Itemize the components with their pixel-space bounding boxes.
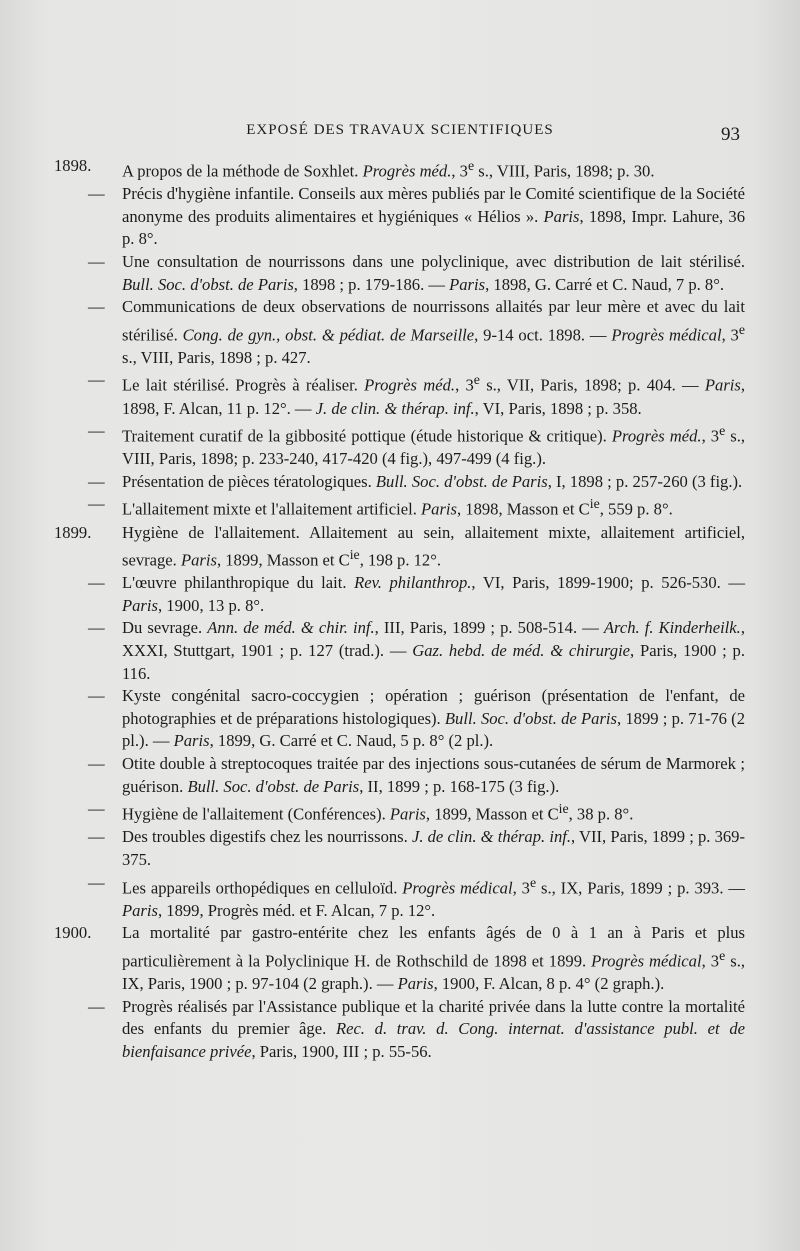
bibliography-entry (70, 798, 745, 826)
entry-text: L'œuvre philanthropique du lait. Rev. philanthrop., VI, Paris, 1899-1900; p. 526-530. — Paris, 1900, 13 p. 8°. (122, 573, 745, 615)
bibliography-entry (70, 753, 745, 798)
page-number: 93 (721, 124, 740, 145)
entry-dash: — (88, 996, 105, 1016)
bibliography-entry (70, 296, 745, 369)
entry-text: L'allaitement mixte et l'allaitement artificiel. Paris, 1898, Masson et $C^{ie}$, 559 p. 8°. (122, 496, 673, 519)
entry-text: Précis d'hygiène infantile. Conseils aux mères publiés par le Comité scientifique de la Société anonyme des produits alimentaires et hygiéniques « Hélios ». Paris, 1898, Impr. Lahure, 36 p. 8°. (122, 184, 746, 249)
bibliography-entry (70, 617, 745, 685)
entry-dash: — (88, 573, 105, 593)
entry-dash: — (88, 184, 105, 204)
entry-text: Progrès réalisés par l'Assistance publique et la charité privée dans la lutte contre la mortalité des enfants du premier âge. Rec. d. trav. d. Cong. internat. d'assistance publ. et de bienfaisance privée, Paris, 1900, III ; p. 55-56. (122, 996, 745, 1061)
entry-dash: — (88, 471, 105, 491)
entry-text: Hygiène de l'allaitement (Conférences). Paris, 1899, Masson et $C^{ie}$, 38 p. 8°. (122, 801, 634, 824)
bibliography-entry (54, 522, 745, 573)
entry-dash: — (88, 297, 105, 317)
entry-text: La mortalité par gastro-entérite chez les enfants âgés de 0 à 1 an à Paris et plus particulièrement à la Polyclinique H. de Rothschild de 1898 et 1899. Progrès médical, 3e s., IX, Paris, 1900 ; p. 97-104 (2 graph.). — Paris, 1900, F. Alcan, 8 p. 4° (2 graph.). (122, 923, 746, 993)
entry-dash: — (88, 754, 105, 774)
bibliography-entry (70, 493, 745, 521)
bibliography-entry (70, 420, 745, 471)
entry-dash: — (88, 799, 105, 819)
entry-text: Du sevrage. Ann. de méd. & chir. inf., III, Paris, 1899 ; p. 508-514. — Arch. f. Kinderheilk., XXXI, Stuttgart, 1901 ; p. 127 (trad.). — Gaz. hebd. de méd. & chirurgie, Paris, 1900 ; p. 116. (122, 618, 745, 683)
bibliography-entry (54, 155, 745, 183)
bibliography-entry (70, 369, 745, 420)
entry-text: Otite double à streptocoques traitée par des injections sous-cutanées de sérum de Marmorek ; guérison. Bull. Soc. d'obst. de Paris, II, 1899 ; p. 168-175 (3 fig.). (122, 754, 745, 796)
entry-year: 1899. (54, 522, 92, 542)
entry-dash: — (88, 827, 105, 847)
bibliography-entry (70, 471, 745, 494)
entry-dash: — (88, 618, 105, 638)
entry-text: Les appareils orthopédiques en celluloïd. Progrès médical, 3e s., IX, Paris, 1899 ; p. 393. — Paris, 1899, Progrès méd. et F. Alcan, 7 p. 12°. (122, 874, 746, 920)
entry-year: 1898. (54, 156, 92, 175)
bibliography-list (54, 155, 746, 1063)
entry-text: Présentation de pièces tératologiques. Bull. Soc. d'obst. de Paris, I, 1898 ; p. 257-260 (3 fig.). (122, 471, 743, 491)
entry-dash: — (88, 872, 105, 892)
bibliography-entry (70, 826, 745, 871)
running-title: EXPOSÉ DES TRAVAUX SCIENTIFIQUES (246, 122, 554, 138)
entry-text: Hygiène de l'allaitement. Allaitement au sein, allaitement mixte, allaitement artificiel, sevrage. Paris, 1899, Masson et $C^{ie}$, 198 p. 12°. (122, 522, 745, 570)
bibliography-entry (70, 183, 745, 251)
page-header (0, 118, 800, 148)
bibliography-entry (70, 685, 745, 753)
entry-text: Le lait stérilisé. Progrès à réaliser. Progrès méd., 3e s., VII, Paris, 1898; p. 404. — Paris, 1898, F. Alcan, 11 p. 12°. — J. de clin. & thérap. inf., VI, Paris, 1898 ; p. 358. (122, 372, 746, 418)
entry-dash: — (88, 421, 105, 441)
entry-text: Kyste congénital sacro-coccygien ; opération ; guérison (présentation de l'enfant, de photographies et de préparations histologiques). Bull. Soc. d'obst. de Paris, 1899 ; p. 71-76 (2 pl.). — Paris, 1899, G. Carré et C. Naud, 5 p. 8° (2 pl.). (122, 686, 745, 751)
entry-text: A propos de la méthode de Soxhlet. Progrès méd., 3e s., VIII, Paris, 1898; p. 30. (122, 158, 655, 181)
entry-dash: — (88, 494, 105, 514)
entry-text: Des troubles digestifs chez les nourrissons. J. de clin. & thérap. inf., VII, Paris, 1899 ; p. 369-375. (122, 827, 746, 869)
entry-dash: — (88, 370, 105, 390)
entry-text: Une consultation de nourrissons dans une polyclinique, avec distribution de lait stérilisé. Bull. Soc. d'obst. de Paris, 1898 ; p. 179-186. — Paris, 1898, G. Carré et C. Naud, 7 p. 8°. (122, 251, 745, 294)
entry-text: Communications de deux observations de nourrissons allaités par leur mère et avec du lait stérilisé. Cong. de gyn., obst. & pédiat. de Marseille, 9-14 oct. 1898. — Progrès médical, 3e s., VIII, Paris, 1898 ; p. 427. (122, 297, 745, 367)
bibliography-entry (70, 251, 745, 296)
entry-dash: — (88, 251, 105, 271)
bibliography-entry (54, 922, 746, 995)
bibliography-entry (70, 872, 745, 923)
entry-text: Traitement curatif de la gibbosité pottique (étude historique & critique). Progrès méd., 3e s., VIII, Paris, 1898; p. 233-240, 417-420 (4 fig.), 497-499 (4 fig.). (122, 423, 745, 469)
bibliography-entry (70, 996, 745, 1064)
entry-year: 1900. (54, 923, 92, 943)
entry-dash: — (88, 686, 105, 706)
bibliography-entry (70, 572, 745, 617)
